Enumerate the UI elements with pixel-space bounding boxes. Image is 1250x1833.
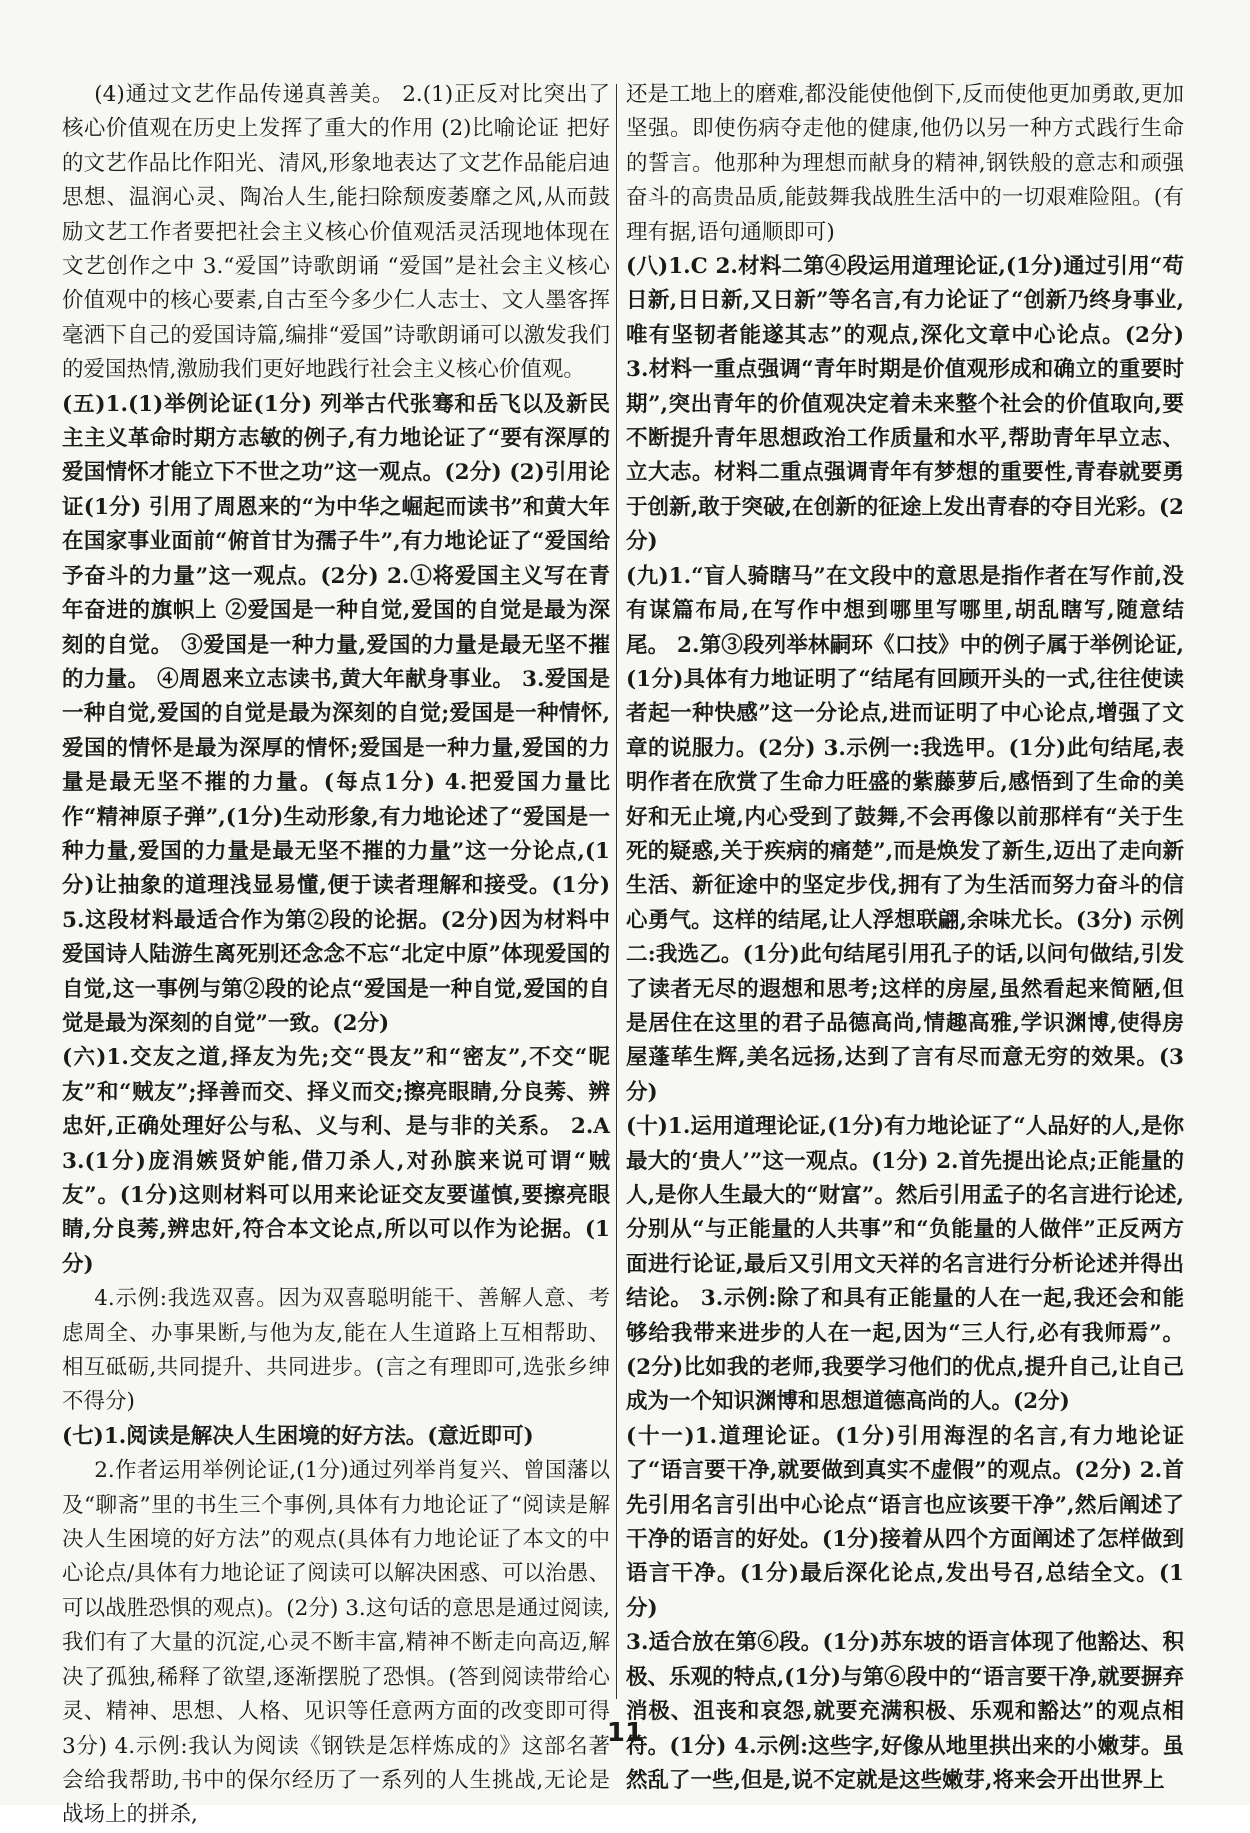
section-11-q3: 3.适合放在第⑥段。(1分)苏东坡的语言体现了他豁达、积极、乐观的特点,(1分)与第⑥段中的“语言要干净,就要摒弃消极、沮丧和哀怨,就要充满积极、乐观和豁达”的观点相符。(1分) 4.示例:这些字,好像从地里拱出来的小嫩芽。虽然乱了一些,但是,说不定就是这些嫩芽,将来会开出世界上 xyxy=(626,1630,1184,1793)
section-10: (十)1.运用道理论证,(1分)有力地论证了“人品好的人,是你最大的‘贵人’”这一观点。(1分) 2.首先提出论点;正能量的人,是你人生最大的“财富”。然后引用孟子的名言进行论述,分别从“与正能量的人共事”和“负能量的人做伴”正反两方面进行论证,最后又引用文天祥的名言进行分析论述并得出结论。 3.示例:除了和具有正能量的人在一起,我还会和能够给我带来进步的人在一起,因为“三人行,必有我师焉”。(2分)比如我的老师,我要学习他们的优点,提升自己,让自己成为一个知识渊博和思想道德高尚的人。(2分) xyxy=(626,1114,1184,1415)
section-6-q4: 4.示例:我选双喜。因为双喜聪明能干、善解人意、考虑周全、办事果断,与他为友,能在人生道路上互相帮助、相互砥砺,共同提升、共同进步。(言之有理即可,选张乡绅不得分) xyxy=(62,1286,610,1415)
section-5: (五)1.(1)举例论证(1分) 列举古代张骞和岳飞以及新民主主义革命时期方志敏的例子,有力地论证了“要有深厚的爱国情怀才能立下不世之功”这一观点。(2分) (2)引用论证(1分) 引用了周恩来的“为中华之崛起而读书”和黄大年在国家事业面前“俯首甘为孺子牛”,有力地论证了“爱国给予奋斗的力量”这一观点。(2分) 2.①将爱国主义写在青年奋进的旗帜上 ②爱国是一种自觉,爱国的自觉是最为深刻的自觉。 ③爱国是一种力量,爱国的力量是最无坚不摧的力量。 ④周恩来立志读书,黄大年献身事业。 3.爱国是一种自觉,爱国的自觉是最为深刻的自觉;爱国是一种情怀,爱国的情怀是最为深厚的情怀;爱国是一种力量,爱国的力量是最无坚不摧的力量。(每点1分) 4.把爱国力量比作“精神原子弹”,(1分)生动形象,有力地论述了“爱国是一种力量,爱国的力量是最无坚不摧的力量”这一分论点,(1分)让抽象的道理浅显易懂,便于读者理解和接受。(1分) 5.这段材料最适合作为第②段的论据。(2分)因为材料中爱国诗人陆游生离死别还念念不忘“北定中原”体现爱国的自觉,这一事例与第②段的论点“爱国是一种自觉,爱国的自觉是最为深刻的自觉”一致。(2分) xyxy=(62,391,610,1036)
right-column xyxy=(626,78,1184,1798)
section-7: (七)1.阅读是解决人生困境的好方法。(意近即可) xyxy=(62,1423,534,1449)
section-11: (十一)1.道理论证。(1分)引用海涅的名言,有力地论证了“语言要干净,就要做到真实不虚假”的观点。(2分) 2.首先引用名言引出中心论点“语言也应该要干净”,然后阐述了干净的语言的好处。(1分)接着从四个方面阐述了怎样做到语言干净。(1分)最后深化论点,发出号召,总结全文。(1分) xyxy=(626,1423,1184,1621)
left-column xyxy=(62,78,610,1833)
section-7-continued: 2.作者运用举例论证,(1分)通过列举肖复兴、曾国藩以及“聊斋”里的书生三个事例,具体有力地论证了“阅读是解决人生困境的好方法”的观点(具体有力地论证了本文的中心论点/具体有力地论证了阅读可以解决困惑、可以治愚、可以战胜恐惧的观点)。(2分) 3.这句话的意思是通过阅读,我们有了大量的沉淀,心灵不断丰富,精神不断走向高迈,解决了孤独,稀释了欲望,逐渐摆脱了恐惧。(答到阅读带给心灵、精神、思想、人格、见识等任意两方面的改变即可得3分) 4.示例:我认为阅读《钢铁是怎样炼成的》这部名著会给我帮助,书中的保尔经历了一系列的人生挑战,无论是战场上的拼杀, xyxy=(62,1458,610,1828)
section-8: (八)1.C 2.材料二第④段运用道理论证,(1分)通过引用“苟日新,日日新,又日新”等名言,有力论证了“创新乃终身事业,唯有坚韧者能遂其志”的观点,深化文章中心论点。(2分) 3.材料一重点强调“青年时期是价值观形成和确立的重要时期”,突出青年的价值观决定着未来整个社会的价值取向,要不断提升青年思想政治工作质量和水平,帮助青年早立志、立大志。材料二重点强调青年有梦想的重要性,青春就要勇于创新,敢于突破,在创新的征途上发出青春的夺目光彩。(2分) xyxy=(626,254,1184,555)
section-9: (九)1.“盲人骑瞎马”在文段中的意思是指作者在写作前,没有谋篇布局,在写作中想到哪里写哪里,胡乱瞎写,随意结尾。 2.第③段列举林嗣环《口技》中的例子属于举例论证,(1分)具体有力地证明了“结尾有回顾开头的一式,往往使读者起一种快感”这一分论点,进而证明了中心论点,增强了文章的说服力。(2分) 3.示例一:我选甲。(1分)此句结尾,表明作者在欣赏了生命力旺盛的紫藤萝后,感悟到了生命的美好和无止境,内心受到了鼓舞,不会再像以前那样有“关于生死的疑惑,关于疾病的痛楚”,而是焕发了新生,迈出了走向新生活、新征途中的坚定步伐,拥有了为生活而努力奋斗的信心勇气。这样的结尾,让人浮想联翩,余味尤长。(3分) 示例二:我选乙。(1分)此句结尾引用孔子的话,以问句做结,引发了读者无尽的遐想和思考;这样的房屋,虽然看起来简陋,但是居住在这里的君子品德高尚,情趣高雅,学识渊博,使得房屋蓬荜生辉,美名远扬,达到了言有尽而意无穷的效果。(3分) xyxy=(626,563,1184,1105)
section-6: (六)1.交友之道,择友为先;交“畏友”和“密友”,不交“昵友”和“贼友”;择善而交、择义而交;擦亮眼睛,分良莠、辨忠奸,正确处理好公与私、义与利、是与非的关系。 2.A 3.(1分)庞涓嫉贤妒能,借刀杀人,对孙膑来说可谓“贼友”。(1分)这则材料可以用来论证交友要谨慎,要擦亮眼睛,分良莠,辨忠奸,符合本文论点,所以可以作为论据。(1分) xyxy=(62,1045,610,1277)
column-divider xyxy=(616,84,617,1699)
paragraph-4-continued: (4)通过文艺作品传递真善美。 2.(1)正反对比突出了核心价值观在历史上发挥了重大的作用 (2)比喻论证 把好的文艺作品比作阳光、清风,形象地表达了文艺作品能启迪思想、温润心灵、陶冶人生,能扫除颓废萎靡之风,从而鼓励文艺工作者要把社会主义核心价值观活灵活现地体现在文艺创作之中 3.“爱国”诗歌朗诵 “爱国”是社会主义核心价值观中的核心要素,自古至今多少仁人志士、文人墨客挥毫洒下自己的爱国诗篇,编排“爱国”诗歌朗诵可以激发我们的爱国热情,激励我们更好地践行社会主义核心价值观。 xyxy=(62,82,610,383)
page-number: 11 xyxy=(606,1718,644,1748)
section-7-ending: 还是工地上的磨难,都没能使他倒下,反而使他更加勇敢,更加坚强。即使伤病夺走他的健康,他仍以另一种方式践行生命的誓言。他那种为理想而献身的精神,钢铁般的意志和顽强奋斗的高贵品质,能鼓舞我战胜生活中的一切艰难险阻。(有理有据,语句通顺即可) xyxy=(626,82,1185,245)
